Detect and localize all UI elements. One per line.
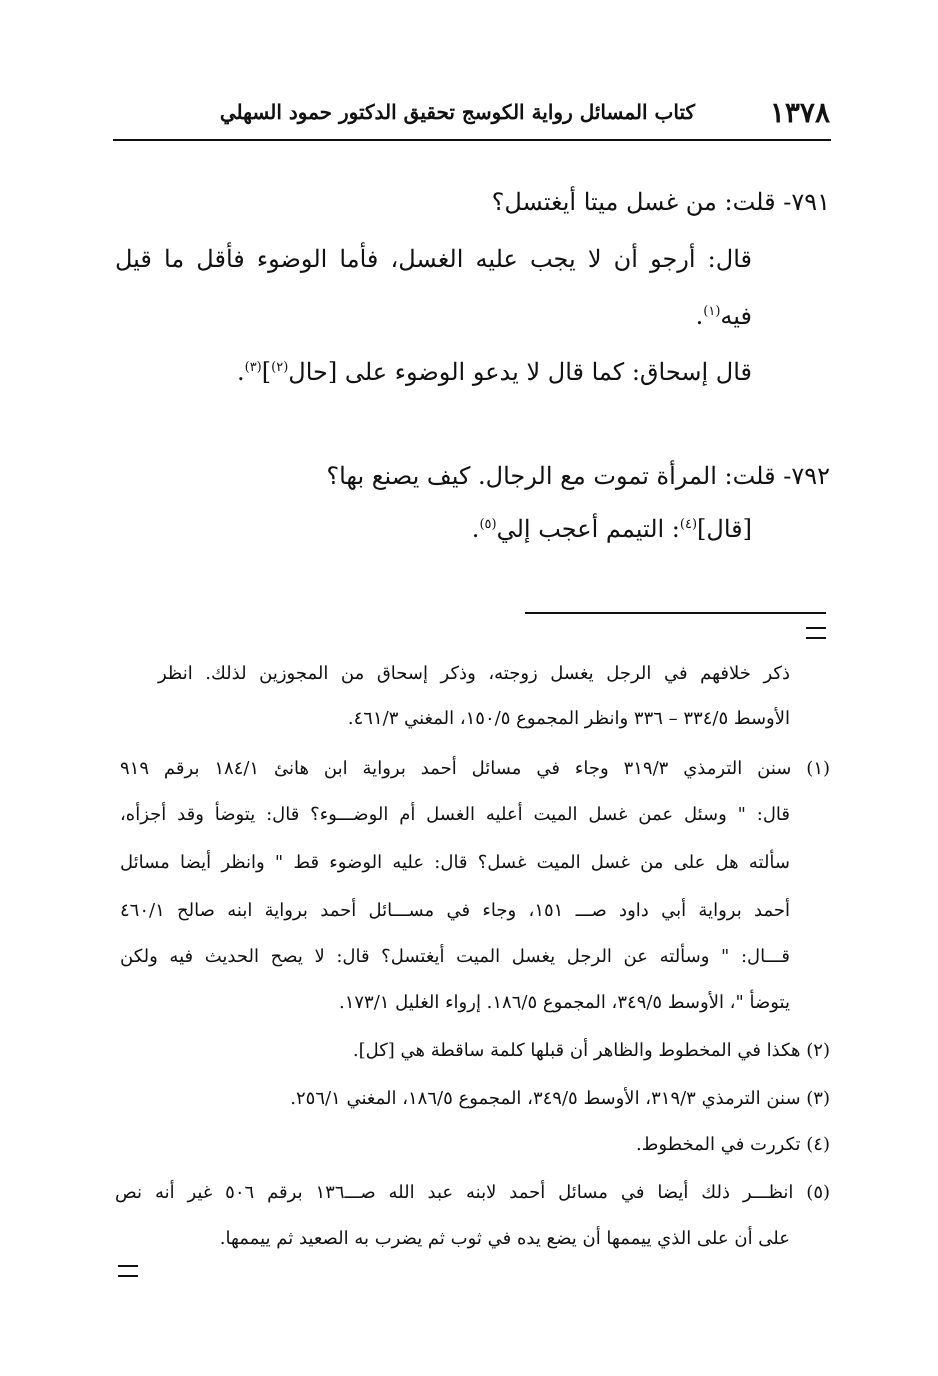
footnote-ref-1: (١) (703, 304, 721, 319)
ishaq-bracket: ] (261, 358, 272, 386)
answer-791-text: فيه (720, 302, 752, 330)
header-rule (113, 139, 831, 141)
answer-792 (430, 515, 752, 543)
footnote-3: (٣) سنن الترمذي ٣١٩/٣، الأوسط ٣٤٩/٥، المجموع ١٨٦/٥، المغني ٢٥٦/١. (290, 1088, 830, 1109)
ishaq-791 (215, 358, 752, 386)
footnote-1-line-5: قـــال: " وسألته عن الرجل يغسل الميت أيغتسل؟ قال: لا يصح الحديث فيه ولكن (120, 946, 790, 967)
answer-792-end: . (471, 515, 480, 543)
page-number: ١٣٧٨ (769, 96, 830, 129)
footnote-ref-5: (٥) (479, 517, 497, 532)
ishaq-end: . (236, 358, 245, 386)
footnote-1-line-6: يتوضأ "، الأوسط ٣٤٩/٥، المجموع ١٨٦/٥. إرواء الغليل ١٧٣/١. (338, 992, 790, 1013)
footnote-1-line-2: قال: " وسئل عمن غسل الميت أعليه الغسل أم الوضـــوء؟ قال: يتوضأ وقد أجزأه، (120, 804, 790, 825)
footnote-1-line-3: سألته هل على من غسل الميت غسل؟ قال: عليه الوضوء قط " وانظر أيضا مسائل (120, 852, 790, 873)
footnote-1-line-4: أحمد برواية أبي داود صـــ ١٥١، وجاء في مســـائل أحمد برواية ابنه صالح ٤٦٠/١ (120, 900, 790, 921)
answer-791-line-1: قال: أرجو أن لا يجب عليه الغسل، فأما الوضوء فأقل ما قيل (115, 245, 752, 273)
footnote-ref-2: (٢) (271, 360, 289, 375)
footnote-continuation-line-2: الأوسط ٣٣٤/٥ – ٣٣٦ وانظر المجموع ١٥٠/٥، المغني ٤٦١/٣. (347, 708, 790, 729)
continuation-mark-bottom (118, 1265, 138, 1277)
continuation-mark-top (806, 627, 826, 639)
footnote-5-line-2: على أن على الذي ييممها أن يضع يده في ثوب ثم يضرب به الصعيد ثم ييممها. (219, 1228, 790, 1249)
answer-792-text: : التيمم أعجب إلي (496, 515, 680, 543)
footnote-ref-3: (٣) (244, 360, 262, 375)
answer-792-bracket: [قال] (697, 515, 752, 543)
book-title: كتاب المسائل رواية الكوسج تحقيق الدكتور حمود السهلي (219, 100, 695, 124)
footnote-1-line-1: (١) سنن الترمذي ٣١٩/٣ وجاء في مسائل أحمد برواية ابن هانئ ١٨٤/١ برقم ٩١٩ (120, 758, 831, 779)
question-792: ٧٩٢- قلت: المرأة تموت مع الرجال. كيف يصنع بها؟ (326, 462, 830, 490)
footnote-4: (٤) تكررت في المخطوط. (636, 1134, 830, 1155)
footnote-separator (525, 612, 826, 614)
ishaq-text: قال إسحاق: كما قال لا يدعو الوضوء على [حال (288, 358, 752, 386)
question-791: ٧٩١- قلت: من غسل ميتا أيغتسل؟ (491, 188, 830, 216)
answer-791-end: . (695, 302, 704, 330)
footnote-5-line-1: (٥) انظـــر ذلك أيضا في مسائل أحمد لابنه عبد الله صـــ١٣٦ برقم ٥٠٦ غير أنه نص (115, 1182, 831, 1203)
footnote-ref-4: (٤) (679, 517, 698, 532)
footnote-2: (٢) هكذا في المخطوط والظاهر أن قبلها كلمة ساقطة هي [كل]. (352, 1040, 830, 1061)
footnote-continuation-line-1: ذكر خلافهم في الرجل يغسل زوجته، وذكر إسحاق من المجوزين لذلك. انظر (158, 663, 790, 684)
answer-791-line-2 (600, 302, 752, 330)
